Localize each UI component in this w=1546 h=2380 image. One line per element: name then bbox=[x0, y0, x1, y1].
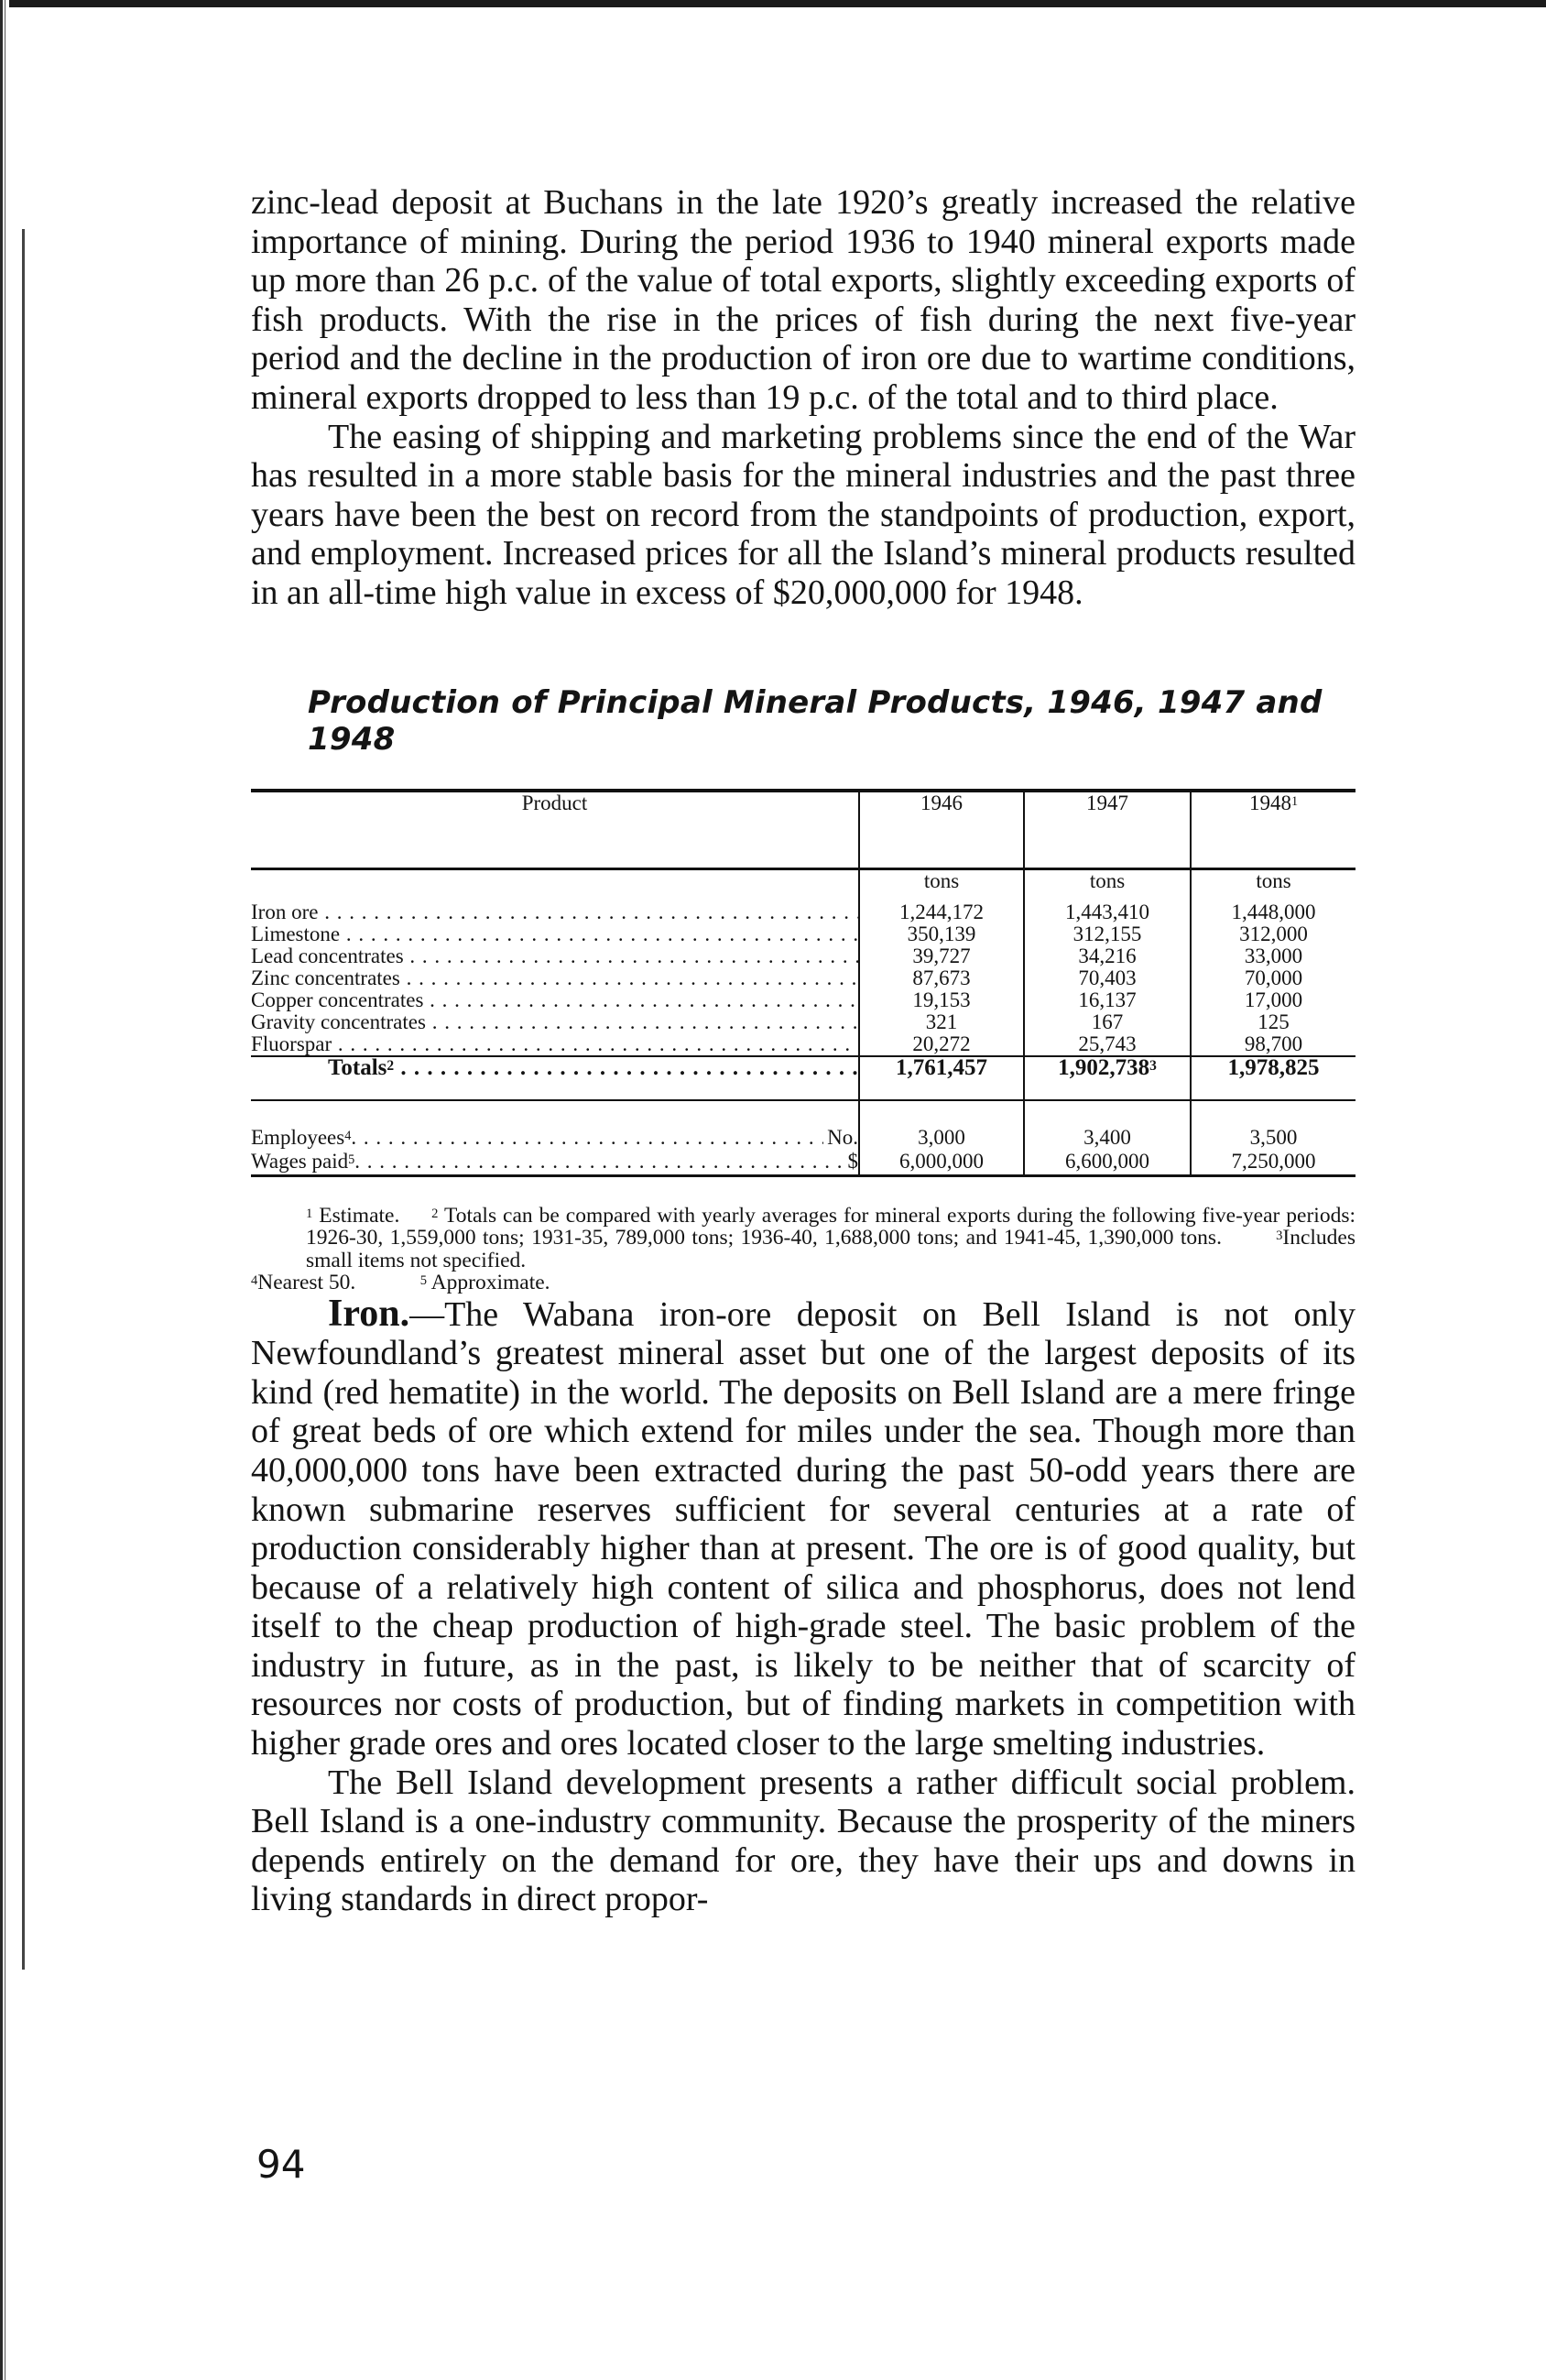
cell-1946: 20,272 bbox=[859, 1033, 1024, 1056]
cell-1947: 70,403 bbox=[1024, 967, 1191, 989]
table-row bbox=[251, 989, 1355, 1011]
cell-1947: 25,743 bbox=[1024, 1033, 1191, 1056]
footnote-3: Includes small items not specified. bbox=[306, 1226, 1355, 1272]
cell-1948: 125 bbox=[1191, 1011, 1355, 1033]
row-label: Iron ore . . . bbox=[251, 901, 859, 923]
header-1948: 1948$^1$ bbox=[1191, 791, 1355, 869]
totals-1946: 1,761,457 bbox=[859, 1056, 1024, 1100]
row-label: Fluorspar . . . bbox=[251, 1033, 859, 1056]
cell-1946: 350,139 bbox=[859, 923, 1024, 945]
cell-1948: 1,448,000 bbox=[1191, 901, 1355, 923]
cell-1948: 70,000 bbox=[1191, 967, 1355, 989]
footnote-1: Estimate. bbox=[319, 1203, 400, 1228]
page-top-edge bbox=[0, 0, 1546, 7]
row-label: Lead concentrates . . . bbox=[251, 945, 859, 967]
totals-label: Totals$^2$ . . . bbox=[251, 1056, 859, 1100]
cell-1948: 312,000 bbox=[1191, 923, 1355, 945]
table-row bbox=[251, 901, 1355, 923]
wages-label: Wages paid $^5$ . . . $ bbox=[251, 1151, 859, 1176]
footnote-2: Totals can be compared with yearly averages for mineral exports during the following five-year periods: 1926-30, 1,559,000 tons; 1931-35, 789,000 tons; 1936-40, 1,688,000 tons; and 1941-45, 1,390,000 tons. bbox=[306, 1203, 1356, 1250]
intro-paragraph-2: The easing of shipping and marketing problems since the end of the War has resulted in a more stable basis for the mineral industries and the past three years have been the best on record from the standpoints of production, export, and employment. Increased prices for all the Island’s mineral products resulted in an all-time high value in excess of $20,000,000 for 1948. bbox=[251, 417, 1355, 612]
table-row bbox=[251, 1033, 1355, 1056]
row-label: Zinc concentrates . . . bbox=[251, 967, 859, 989]
header-product: Product bbox=[251, 791, 859, 869]
row-label: Copper concentrates . . . bbox=[251, 989, 859, 1011]
row-label: Gravity concentrates . . . bbox=[251, 1011, 859, 1033]
unit-row bbox=[251, 868, 1355, 901]
cell-1946: 87,673 bbox=[859, 967, 1024, 989]
header-1947: 1947 bbox=[1024, 791, 1191, 869]
unit-1946: tons bbox=[859, 868, 1024, 901]
cell-1946: 1,244,172 bbox=[859, 901, 1024, 923]
cell-1946: 321 bbox=[859, 1011, 1024, 1033]
table-caption: Production of Principal Mineral Products, 1946, 1947 and 1948 bbox=[308, 683, 1323, 758]
page-binding-edge bbox=[0, 0, 9, 2380]
footnote-4: Nearest 50. bbox=[257, 1271, 356, 1295]
footnotes-line-1: $^1$ Estimate. $^2$ Totals can be compared with yearly averages for mineral exports during the following five-year periods: 1926-30, 1,559,000 tons; 1931-35, 789,000 tons; 1936-40, 1,688,000 tons; and 1941-45, 1,390,000 tons. $^3$Includes small items not specified. bbox=[306, 1203, 1356, 1272]
employees-1948: 3,500 bbox=[1191, 1127, 1355, 1151]
cell-1947: 167 bbox=[1024, 1011, 1191, 1033]
table-header-row bbox=[251, 791, 1355, 869]
employees-1947: 3,400 bbox=[1024, 1127, 1191, 1151]
employees-row bbox=[251, 1127, 1355, 1151]
header-1946: 1946 bbox=[859, 791, 1024, 869]
employees-1946: 3,000 bbox=[859, 1127, 1024, 1151]
intro-paragraph-1: zinc-lead deposit at Buchans in the late 1920’s greatly increased the relative importance of mining. During the period 1936 to 1940 mineral exports made up more than 26 p.c. of the value of total exports, slightly exceeding exports of fish products. With the rise in the prices of fish during the next five-year period and the decline in the production of iron ore due to wartime conditions, mineral exports dropped to less than 19 p.c. of the total and to third place. bbox=[251, 183, 1355, 417]
row-label: Limestone . . . bbox=[251, 923, 859, 945]
cell-1946: 39,727 bbox=[859, 945, 1024, 967]
wages-1946: 6,000,000 bbox=[859, 1151, 1024, 1176]
cell-1947: 312,155 bbox=[1024, 923, 1191, 945]
cell-1948: 17,000 bbox=[1191, 989, 1355, 1011]
iron-paragraph-2: The Bell Island development presents a rather difficult social problem. Bell Island is a one-industry community. Because the prosperity of the miners depends entirely on the demand for ore, they have their ups and downs in living standards in direct propor- bbox=[251, 1763, 1355, 1919]
binding-shadow-line bbox=[22, 229, 25, 1970]
cell-1947: 16,137 bbox=[1024, 989, 1191, 1011]
cell-1947: 34,216 bbox=[1024, 945, 1191, 967]
wages-1947: 6,600,000 bbox=[1024, 1151, 1191, 1176]
page-number: 94 bbox=[256, 2142, 306, 2187]
table-row bbox=[251, 967, 1355, 989]
totals-1947: 1,902,738$^3$ bbox=[1024, 1056, 1191, 1100]
employees-label: Employees $^4$ . . . No. bbox=[251, 1127, 859, 1151]
mineral-production-table bbox=[251, 789, 1355, 1177]
totals-1948: 1,978,825 bbox=[1191, 1056, 1355, 1100]
table-row bbox=[251, 945, 1355, 967]
cell-1948: 33,000 bbox=[1191, 945, 1355, 967]
table-row bbox=[251, 923, 1355, 945]
footnotes-line-2: $^4$Nearest 50. $^5$ Approximate. bbox=[251, 1271, 550, 1295]
totals-row bbox=[251, 1056, 1355, 1100]
cell-1947: 1,443,410 bbox=[1024, 901, 1191, 923]
iron-heading: Iron. bbox=[328, 1292, 410, 1335]
page-content bbox=[251, 183, 1355, 1919]
cell-1948: 98,700 bbox=[1191, 1033, 1355, 1056]
unit-1947: tons bbox=[1024, 868, 1191, 901]
wages-row bbox=[251, 1151, 1355, 1176]
cell-1946: 19,153 bbox=[859, 989, 1024, 1011]
table-row bbox=[251, 1011, 1355, 1033]
footnote-5: Approximate. bbox=[430, 1271, 550, 1295]
unit-1948: tons bbox=[1191, 868, 1355, 901]
table-footnotes bbox=[251, 1205, 1355, 1294]
iron-paragraph-1: Iron.—The Wabana iron-ore deposit on Bell Island is not only Newfoundland’s greatest mineral asset but one of the largest deposits of its kind (red hematite) in the world. The deposits on Bell Island are a mere fringe of great beds of ore which extend for miles under the sea. Though more than 40,000,000 tons have been extracted during the past 50-odd years there are known submarine reserves sufficient for several centuries at a rate of production considerably higher than at present. The ore is of good quality, but because of a relatively high content of silica and phosphorus, does not lend itself to the cheap production of high-grade steel. The basic problem of the industry in future, as in the past, is likely to be neither that of scarcity of resources nor costs of production, but of finding markets in competition with higher grade ores and ores located closer to the large smelting industries. bbox=[251, 1292, 1355, 1763]
wages-1948: 7,250,000 bbox=[1191, 1151, 1355, 1176]
